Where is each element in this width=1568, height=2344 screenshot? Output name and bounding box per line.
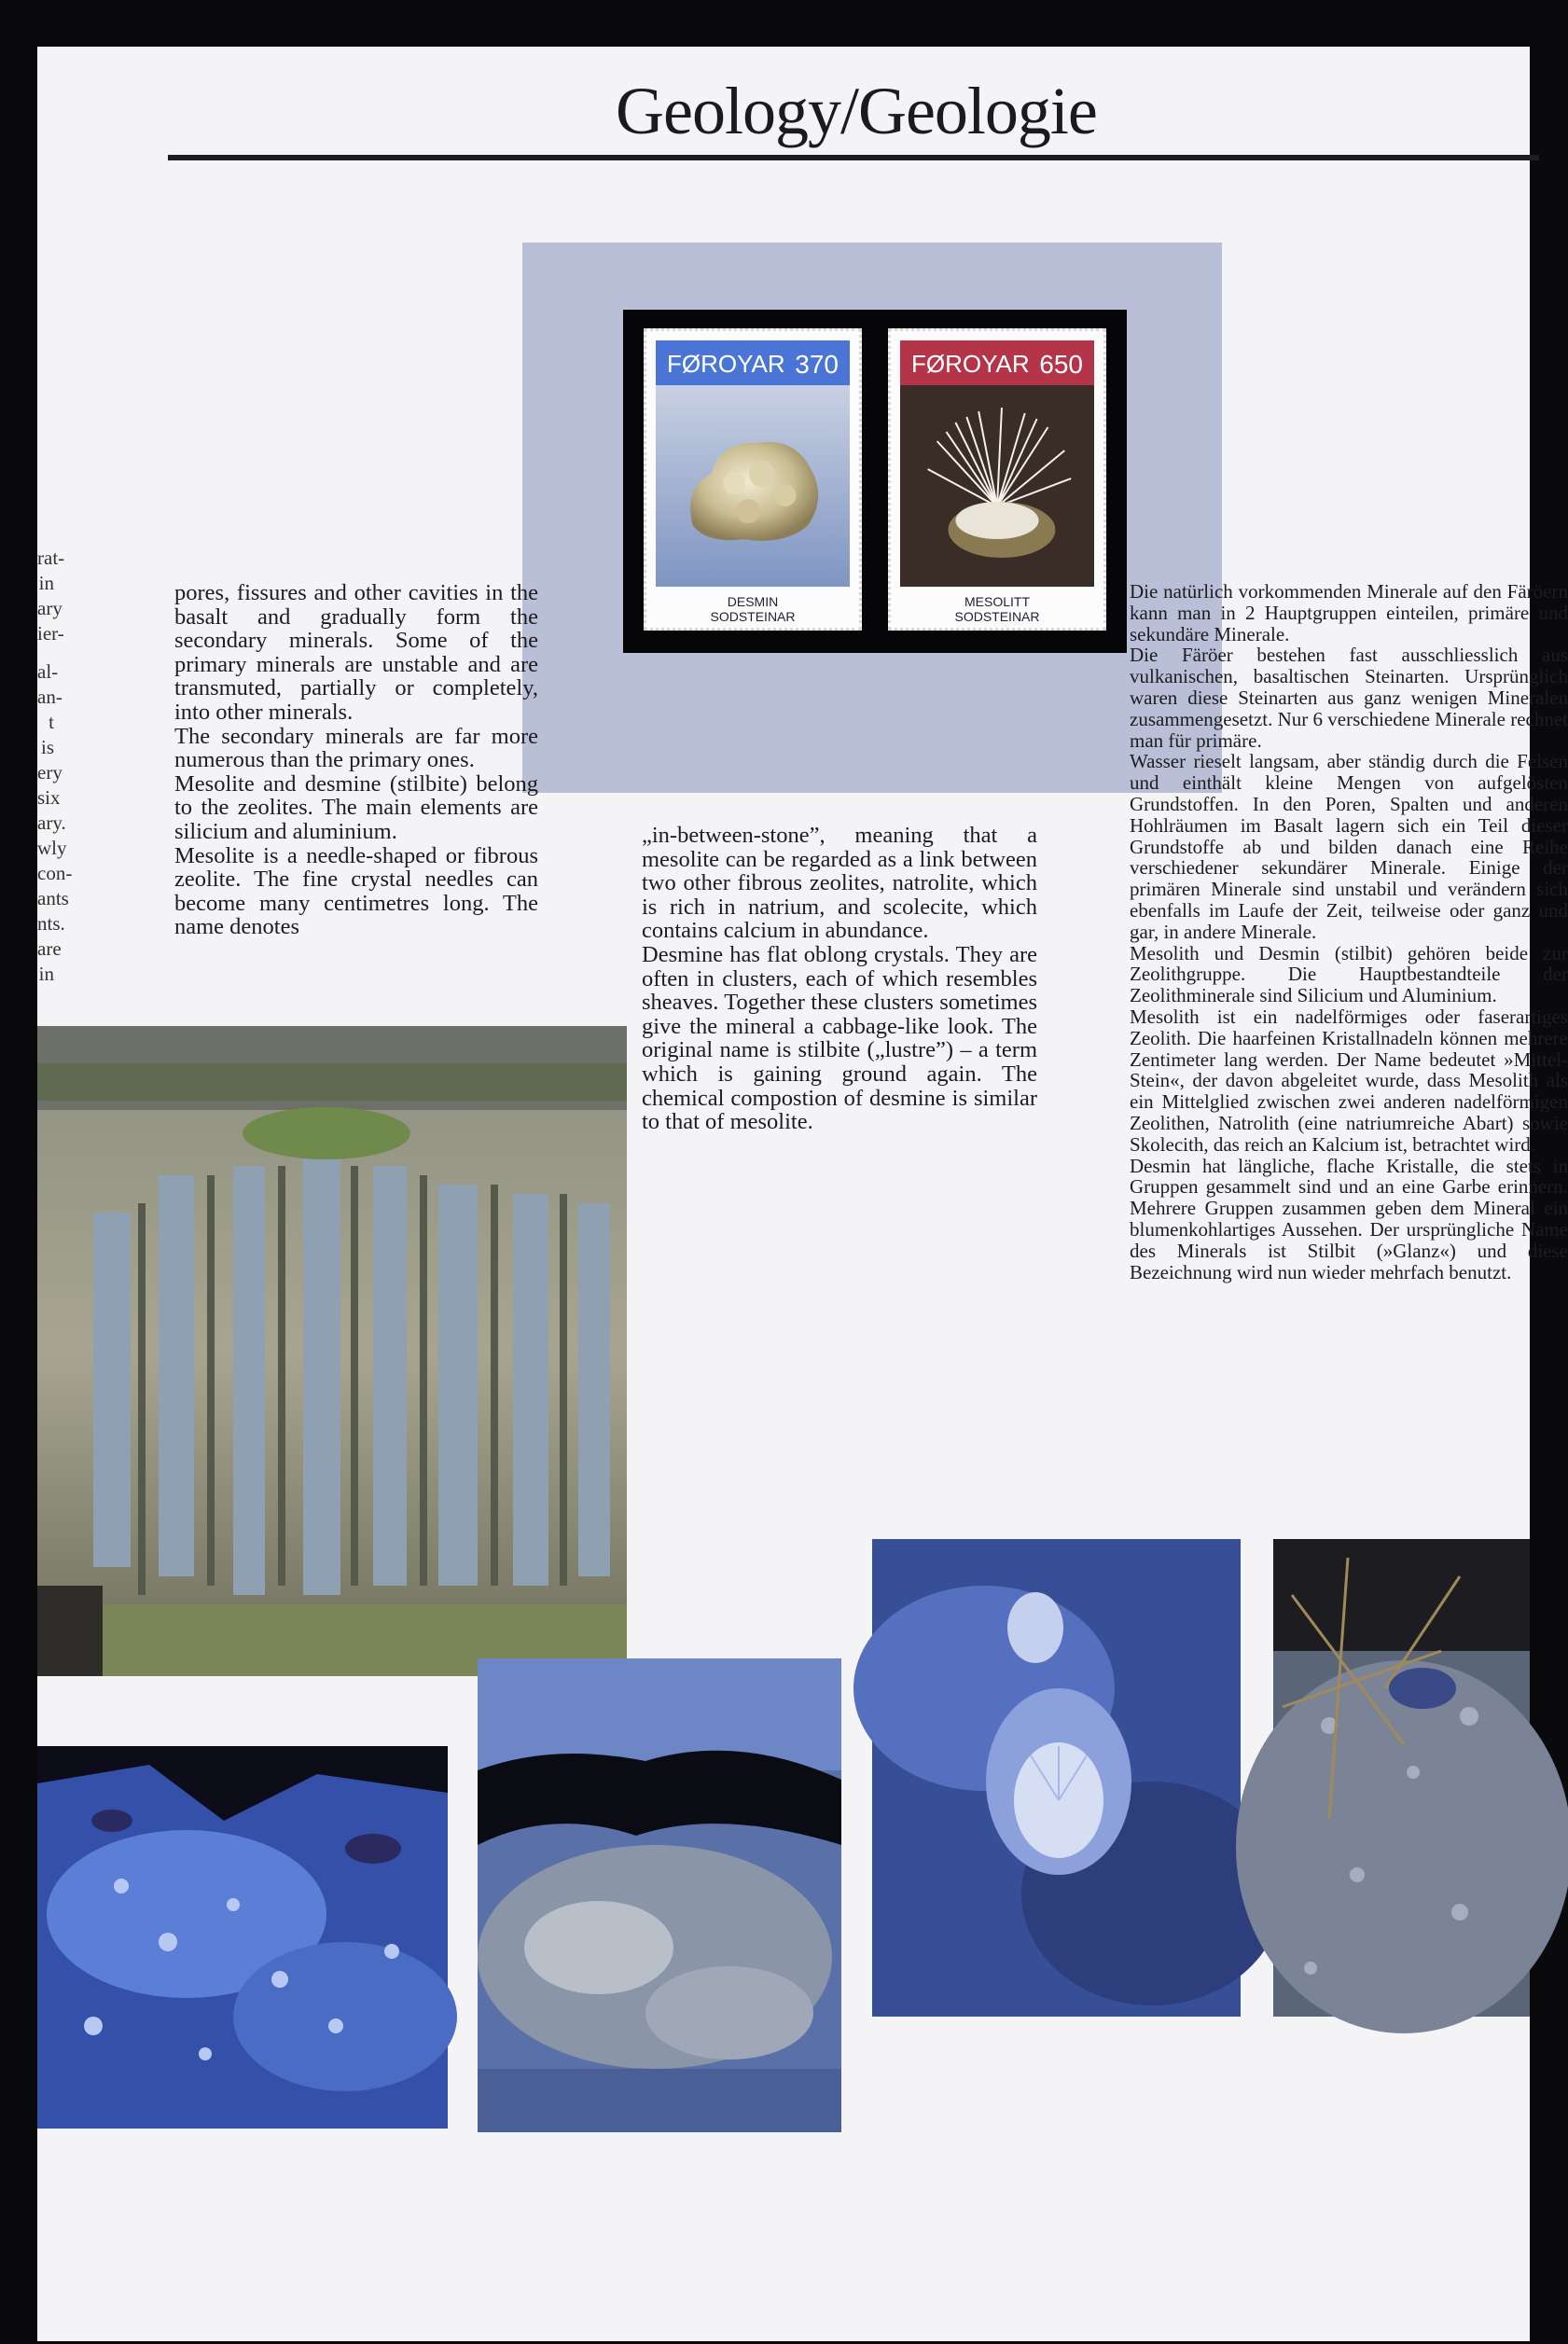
paragraph: pores, fissures and other cavities in the basalt and gradually form the secondary minerals. Some of the primary minerals are unstable and are transmuted, partially or completely, into other minerals. bbox=[174, 580, 538, 725]
desmin-rock-photo bbox=[37, 1746, 448, 2129]
stamp-header bbox=[656, 340, 850, 385]
mesolite-rock-photo bbox=[872, 1539, 1241, 2017]
gravel-ground-photo bbox=[1273, 1539, 1530, 2017]
crystal-cave-photo bbox=[478, 1658, 841, 2132]
edge-fragment: ary. bbox=[37, 811, 66, 834]
edge-fragment: ery bbox=[37, 761, 62, 784]
paragraph: Mesolite and desmine (stilbite) belong to the zeolites. The main elements are silicium and aluminium. bbox=[174, 770, 538, 844]
stamp-caption-line: SODSTEINAR bbox=[710, 609, 796, 624]
stamp-header bbox=[900, 340, 1094, 385]
paragraph: The secondary minerals are far more numerous than the primary ones. bbox=[174, 723, 538, 773]
basalt-cliff-photo bbox=[37, 1026, 627, 1676]
edge-fragment: an- bbox=[37, 686, 62, 708]
stamp-mount bbox=[623, 310, 1127, 653]
edge-fragment: in bbox=[38, 572, 54, 594]
text-column-left bbox=[174, 581, 538, 939]
album-page bbox=[37, 47, 1568, 2341]
text-column-middle bbox=[642, 824, 1037, 1134]
mesolitt-mineral-image bbox=[900, 385, 1094, 587]
stamp-panel bbox=[522, 243, 1222, 793]
stamp-caption bbox=[891, 594, 1103, 624]
title-rule bbox=[168, 155, 1539, 160]
edge-fragment: six bbox=[37, 786, 61, 809]
edge-fragment: ier- bbox=[37, 622, 64, 645]
paragraph: Desmin hat längliche, flache Kristalle, die stets in Gruppen gesammelt sind und an eine Garbe erinnern. Mehrere Gruppen zusammen geben dem Mineral ein blumenkohlartiges Aussehen. Der ursprüngliche Name des Minerals ist Stilbit (»Glanz«) und diese Bezeichnung wird nun wieder mehrfach benutzt. bbox=[1130, 1154, 1568, 1283]
stamp-caption-line: DESMIN bbox=[727, 594, 779, 609]
paragraph: Mesolite is a needle-shaped or fibrous zeolite. The fine crystal needles can become many centimetres long. The name denotes bbox=[174, 842, 538, 940]
edge-fragment: t is bbox=[40, 711, 54, 758]
edge-fragment: con- bbox=[37, 862, 73, 884]
edge-fragment: ants bbox=[37, 887, 69, 909]
stamp-country: FØROYAR bbox=[911, 350, 1030, 378]
stamp-desmin[interactable] bbox=[644, 328, 862, 631]
edge-fragment: are bbox=[37, 937, 62, 960]
stamp-country: FØROYAR bbox=[667, 350, 785, 378]
edge-fragment: nts. bbox=[37, 912, 65, 935]
edge-fragment: wly bbox=[37, 837, 67, 859]
edge-fragment: in bbox=[38, 963, 54, 985]
paragraph: „in-between-stone”, meaning that a mesolite can be regarded as a link between two other fibrous zeolites, natrolite, which is rich in natrium, and scolecite, which contains calcium in abundance. bbox=[642, 823, 1037, 944]
stamp-caption-line: SODSTEINAR bbox=[954, 609, 1040, 624]
paragraph: Wasser rieselt langsam, aber ständig durch die Felsen und einthält kleine Mengen von aufgelösten Grundstoffen. In den Poren, Spalten und anderen Hohlräumen im Basalt lagern sich ein Teil dieser Grundstoffe ab und bilden danach eine Reihe verschiedener sekundärer Minerale. Einige der primären Minerale sind unstabil und verändern sich ebenfalls im Laufe der Zeit, teilweise oder ganz und gar, in andere Minerale. bbox=[1130, 750, 1568, 943]
stamp-mesolitt[interactable] bbox=[888, 328, 1106, 631]
edge-fragment: rat- bbox=[37, 547, 65, 569]
paragraph: Mesolith ist ein nadelförmiges oder faserartiges Zeolith. Die haarfeinen Kristallnadeln können mehrere Zentimeter lang werden. Der Name bedeutet »Mittel-Stein«, der davon abgeleitet wurde, dass Mesolith als ein Mittelglied zwischen zwei anderen nadelförmigen Zeolithen, Natrolith (eine natriumreiche Abart) sowie Skolecith, das reich an Kalcium ist, betrachtet wird. bbox=[1130, 1005, 1568, 1156]
stamp-caption bbox=[646, 594, 859, 624]
page-title: Geology/Geologie bbox=[616, 74, 1097, 148]
paragraph: Die Färöer bestehen fast ausschliesslich aus vulkanischen, basaltischen Steinarten. Ursprünglich waren diese Steinarten aus ganz wenigen Mineralen zusammengesetzt. Nur 6 verschiedene Minerale rechnet man für primäre. bbox=[1130, 644, 1568, 752]
desmin-mineral-image bbox=[656, 385, 850, 587]
text-column-right bbox=[1130, 581, 1568, 1283]
stamp-value: 650 bbox=[1039, 350, 1083, 379]
edge-fragment: al- bbox=[37, 660, 59, 683]
edge-text bbox=[37, 546, 73, 987]
paragraph: Desmine has flat oblong crystals. They are often in clusters, each of which resembles sheaves. Together these clusters sometimes give the mineral a cabbage-like look. The original name is stilbite („lustre”) – a term which is gaining ground again. The chemical compostion of desmine is similar to that of mesolite. bbox=[642, 941, 1037, 1135]
paragraph: Mesolith und Desmin (stilbit) gehören beide zur Zeolithgruppe. Die Hauptbestandteile der Zeolithminerale sind Silicium und Aluminium. bbox=[1130, 941, 1568, 1007]
paragraph: Die natürlich vorkommenden Minerale auf den Färöern kann man in 2 Hauptgruppen einteilen, primäre und sekundäre Minerale. bbox=[1130, 580, 1568, 645]
stamp-caption-line: MESOLITT bbox=[964, 594, 1030, 609]
edge-fragment: ary bbox=[37, 597, 62, 619]
stamp-value: 370 bbox=[795, 350, 839, 379]
